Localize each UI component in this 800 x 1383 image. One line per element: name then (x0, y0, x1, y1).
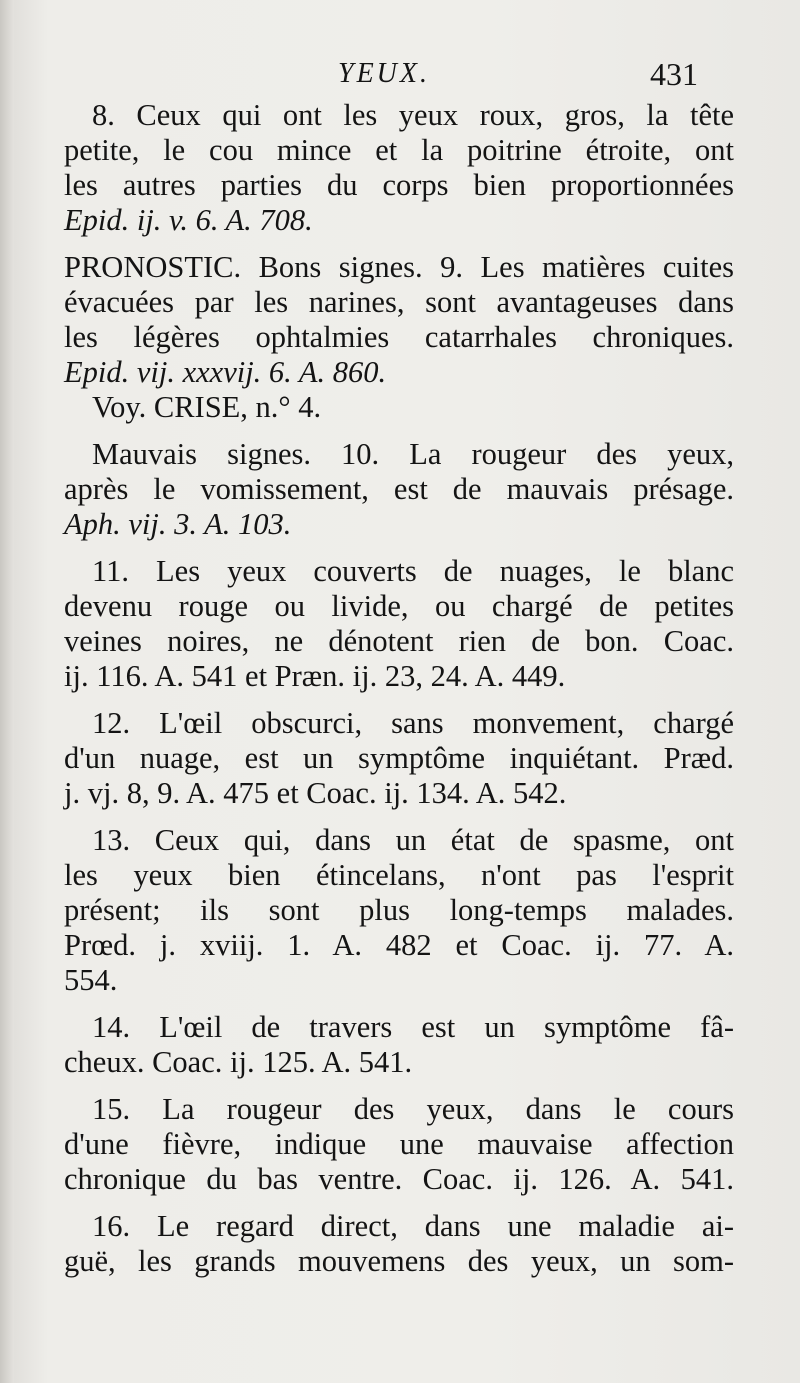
text-line: Epid. vij. xxxvij. 6. A. 860. (64, 355, 387, 389)
page-edge-shadow (0, 0, 14, 1383)
text-line: présent; ils sont plus long-temps malades. (64, 893, 734, 927)
paragraph-9 (64, 250, 734, 425)
text-line: évacuées par les narines, sont avantageuses dans (64, 285, 734, 319)
paragraph-13 (64, 823, 734, 998)
text-line: 15. La rougeur des yeux, dans le cours (92, 1092, 734, 1126)
text-line: 554. (64, 963, 118, 997)
text-line: petite, le cou mince et la poitrine étroite, ont (64, 133, 734, 167)
paragraph-10 (64, 437, 734, 542)
text-line: Voy. CRISE, n.° 4. (92, 390, 322, 424)
text-line: j. vj. 8, 9. A. 475 et Coac. ij. 134. A. 542. (64, 776, 567, 810)
text-line: 13. Ceux qui, dans un état de spasme, ont (92, 823, 734, 857)
text-line: Prœd. j. xviij. 1. A. 482 et Coac. ij. 77. A. (64, 928, 734, 962)
page-number: 431 (650, 56, 698, 92)
running-head: YEUX. (338, 58, 430, 89)
paragraph-16 (64, 1209, 734, 1279)
text-line: d'un nuage, est un symptôme inquiétant. Præd. (64, 741, 734, 775)
text-line: 14. L'œil de travers est un symptôme fâ- (92, 1010, 734, 1044)
text-line: les yeux bien étincelans, n'ont pas l'esprit (64, 858, 734, 892)
text-line: guë, les grands mouvemens des yeux, un som- (64, 1244, 734, 1278)
page-header (0, 52, 800, 102)
text-line: 16. Le regard direct, dans une maladie ai- (92, 1209, 734, 1243)
text-line: 12. L'œil obscurci, sans monvement, chargé (92, 706, 734, 740)
text-line: 11. Les yeux couverts de nuages, le blanc (92, 554, 734, 588)
text-line: les légères ophtalmies catarrhales chroniques. (64, 320, 734, 354)
text-line: chronique du bas ventre. Coac. ij. 126. A. 541. (64, 1162, 734, 1196)
text-line: Mauvais signes. 10. La rougeur des yeux, (92, 437, 734, 471)
text-line: Epid. ij. v. 6. A. 708. (64, 203, 313, 237)
text-line: d'une fièvre, indique une mauvaise affection (64, 1127, 734, 1161)
text-line: cheux. Coac. ij. 125. A. 541. (64, 1045, 413, 1079)
paragraph-12 (64, 706, 734, 811)
text-line: après le vomissement, est de mauvais présage. (64, 472, 734, 506)
paragraph-14 (64, 1010, 734, 1080)
paragraph-15 (64, 1092, 734, 1197)
text-line: 8. Ceux qui ont les yeux roux, gros, la tête (92, 98, 734, 132)
paragraph-8 (64, 98, 734, 238)
text-line: les autres parties du corps bien proportionnées (64, 168, 734, 202)
text-line: Aph. vij. 3. A. 103. (64, 507, 292, 541)
paragraph-11 (64, 554, 734, 694)
text-line: ij. 116. A. 541 et Præn. ij. 23, 24. A. 449. (64, 659, 566, 693)
text-line: veines noires, ne dénotent rien de bon. Coac. (64, 624, 734, 658)
text-line: devenu rouge ou livide, ou chargé de petites (64, 589, 734, 623)
body-text (64, 98, 734, 1291)
text-line: PRONOSTIC. Bons signes. 9. Les matières cuites (64, 250, 734, 284)
